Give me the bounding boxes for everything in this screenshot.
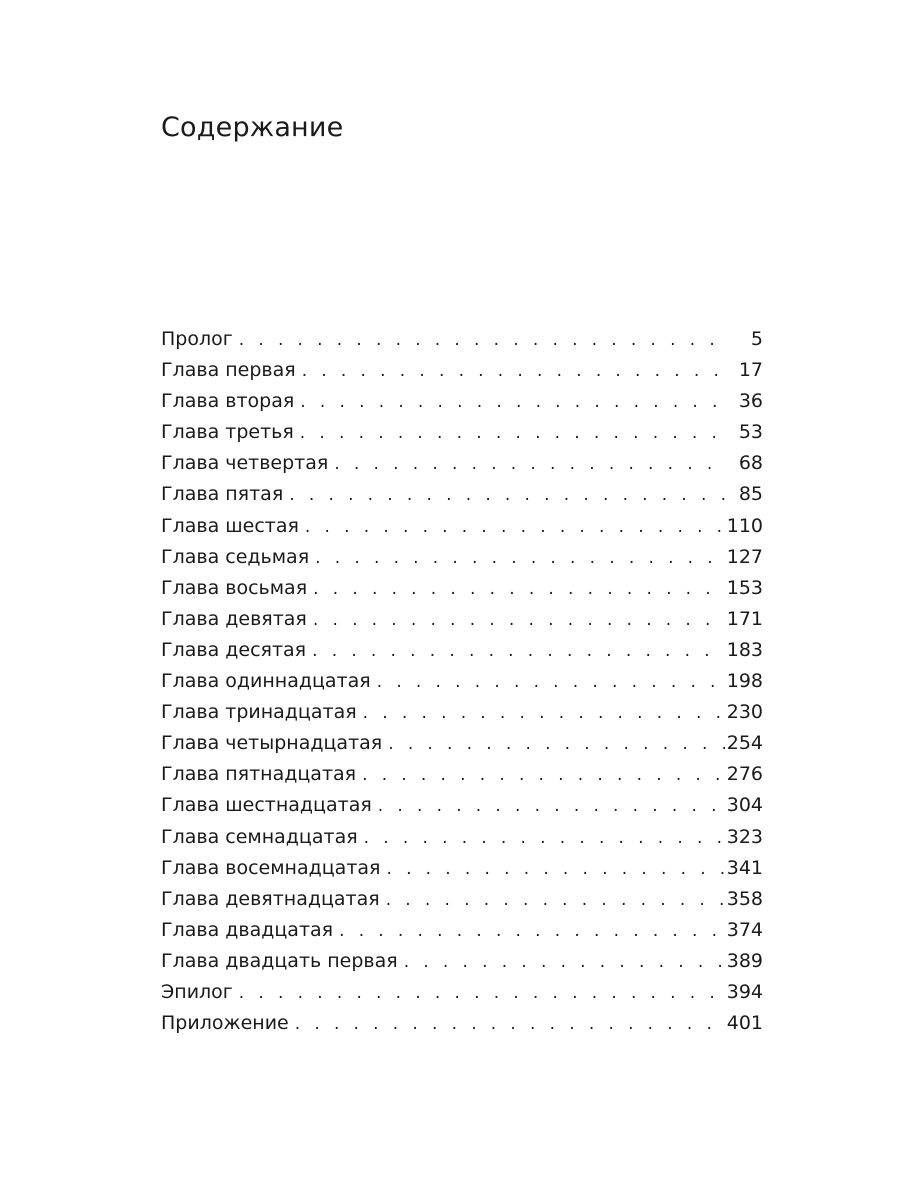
toc-entry xyxy=(161,452,763,483)
toc-entry-title: Эпилог xyxy=(161,980,233,1003)
toc-entry-page-number: 198 xyxy=(726,670,763,693)
dot-leader xyxy=(386,859,725,879)
toc-entry-title: Глава вторая xyxy=(161,390,295,413)
toc-entry-title: Глава восьмая xyxy=(161,576,308,599)
dot-leader xyxy=(378,796,725,816)
toc-entry-title: Глава шестнадцатая xyxy=(161,794,372,817)
table-of-contents xyxy=(161,328,763,1043)
toc-entry-page-number: 394 xyxy=(726,980,763,1003)
toc-entry-title: Пролог xyxy=(161,328,233,350)
toc-entry-page-number: 401 xyxy=(726,1012,763,1035)
dot-leader xyxy=(300,392,725,412)
toc-entry xyxy=(161,639,763,670)
toc-entry-title: Глава десятая xyxy=(161,638,307,661)
page-title: Содержание xyxy=(161,112,344,143)
toc-entry-page-number: 230 xyxy=(726,701,763,724)
toc-entry xyxy=(161,577,763,608)
dot-leader xyxy=(289,485,725,505)
toc-entry xyxy=(161,794,763,825)
toc-entry xyxy=(161,1012,763,1043)
toc-entry-title: Глава первая xyxy=(161,359,296,382)
toc-entry-page-number: 276 xyxy=(726,763,763,786)
toc-entry-page-number: 323 xyxy=(726,825,763,848)
dot-leader xyxy=(362,765,725,785)
toc-entry xyxy=(161,826,763,857)
toc-entry xyxy=(161,670,763,701)
toc-entry-title: Глава восемнадцатая xyxy=(161,856,381,879)
toc-entry-page-number: 110 xyxy=(726,514,763,537)
dot-leader xyxy=(239,330,725,350)
toc-entry-page-number: 171 xyxy=(726,607,763,630)
toc-entry-title: Глава седьмая xyxy=(161,545,310,568)
toc-entry-page-number: 127 xyxy=(726,545,763,568)
dot-leader xyxy=(312,641,725,661)
toc-entry-title: Глава четвертая xyxy=(161,452,329,475)
toc-entry xyxy=(161,328,763,359)
toc-entry-page-number: 5 xyxy=(750,328,763,350)
toc-entry-title: Глава девятнадцатая xyxy=(161,887,380,910)
toc-entry xyxy=(161,359,763,390)
toc-entry xyxy=(161,546,763,577)
toc-entry xyxy=(161,763,763,794)
toc-entry-page-number: 358 xyxy=(726,887,763,910)
toc-entry-page-number: 36 xyxy=(738,390,763,413)
toc-entry-page-number: 68 xyxy=(738,452,763,475)
toc-entry xyxy=(161,857,763,888)
toc-entry-page-number: 254 xyxy=(726,732,763,755)
toc-entry xyxy=(161,421,763,452)
dot-leader xyxy=(339,921,725,941)
toc-entry-title: Глава девятая xyxy=(161,607,307,630)
toc-entry xyxy=(161,390,763,421)
toc-entry-title: Глава тринадцатая xyxy=(161,701,357,724)
toc-entry-title: Глава пятнадцатая xyxy=(161,763,357,786)
toc-entry-title: Глава третья xyxy=(161,421,294,444)
dot-leader xyxy=(305,517,725,537)
dot-leader xyxy=(313,579,725,599)
dot-leader xyxy=(295,1014,725,1034)
toc-entry xyxy=(161,919,763,950)
toc-entry-page-number: 374 xyxy=(726,918,763,941)
dot-leader xyxy=(363,703,725,723)
dot-leader xyxy=(302,361,725,381)
toc-entry xyxy=(161,608,763,639)
toc-entry-title: Глава шестая xyxy=(161,514,299,537)
dot-leader xyxy=(313,610,725,630)
toc-entry-title: Глава двадцатая xyxy=(161,918,334,941)
toc-entry-page-number: 85 xyxy=(738,483,763,506)
toc-entry-page-number: 389 xyxy=(726,949,763,972)
toc-entry-page-number: 304 xyxy=(726,794,763,817)
dot-leader xyxy=(300,423,725,443)
toc-entry xyxy=(161,483,763,514)
dot-leader xyxy=(364,828,725,848)
dot-leader xyxy=(315,548,725,568)
toc-entry-title: Глава семнадцатая xyxy=(161,825,358,848)
toc-entry-title: Глава пятая xyxy=(161,483,284,506)
toc-entry-title: Глава четырнадцатая xyxy=(161,732,383,755)
dot-leader xyxy=(239,983,725,1003)
dot-leader xyxy=(386,890,725,910)
toc-entry-page-number: 183 xyxy=(726,638,763,661)
toc-entry xyxy=(161,950,763,981)
toc-entry-title: Глава одиннадцатая xyxy=(161,670,371,693)
toc-entry-page-number: 341 xyxy=(726,856,763,879)
toc-entry-page-number: 53 xyxy=(738,421,763,444)
dot-leader xyxy=(377,672,725,692)
toc-entry xyxy=(161,732,763,763)
toc-entry-title: Глава двадцать первая xyxy=(161,949,398,972)
toc-entry-page-number: 153 xyxy=(726,576,763,599)
dot-leader xyxy=(334,454,725,474)
dot-leader xyxy=(404,952,725,972)
toc-entry xyxy=(161,888,763,919)
toc-entry-page-number: 17 xyxy=(738,359,763,382)
toc-entry xyxy=(161,515,763,546)
toc-entry-title: Приложение xyxy=(161,1012,289,1035)
toc-entry xyxy=(161,701,763,732)
dot-leader xyxy=(388,734,725,754)
toc-entry xyxy=(161,981,763,1012)
